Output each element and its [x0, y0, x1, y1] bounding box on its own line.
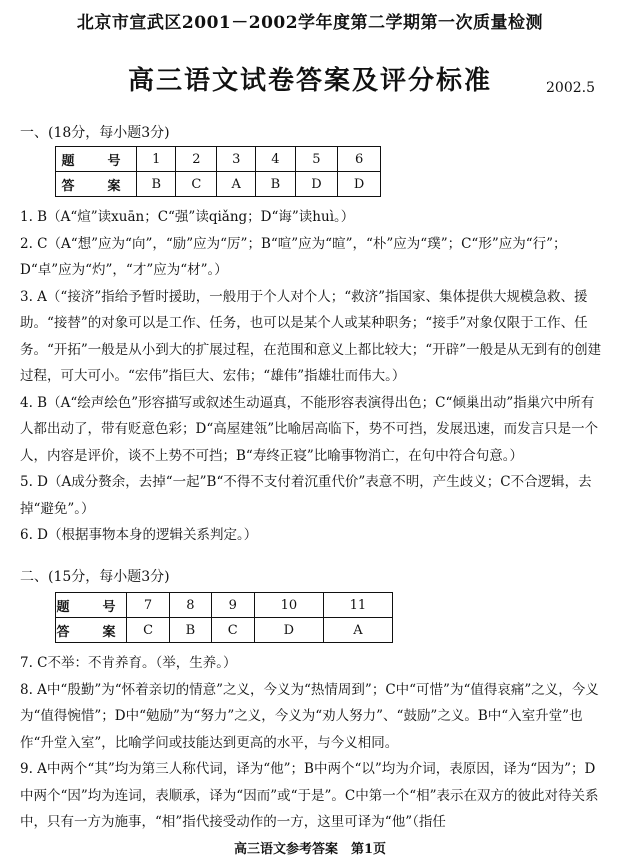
row-label: 题 号 [56, 593, 127, 618]
answer-item: 1. B（A“煊”读xuān；C“强”读qiǎng；D“诲”读huì。） [20, 209, 355, 225]
table-cell: 3 [217, 147, 256, 172]
row-label: 答 案 [56, 172, 137, 197]
table-row [56, 618, 393, 643]
table-cell: 9 [211, 593, 254, 618]
section-1-answers [20, 204, 602, 549]
table-cell: 8 [170, 593, 212, 618]
table-cell: 5 [295, 147, 338, 172]
table-cell: 6 [338, 147, 381, 172]
table-cell: C [211, 618, 254, 643]
table-cell: D [254, 618, 323, 643]
table-cell: 11 [323, 593, 392, 618]
page-footer: 高三语文参考答案 第1页 [233, 842, 387, 857]
answer-item: 2. C（A“想”应为“向”，“励”应为“厉”；B“喧”应为“暄”，“朴”应为“璞”；C“形”应为“行”；D“卓”应为“灼”，“才”应为“材”。） [20, 235, 567, 278]
section-1-heading: 一、(18分，每小题3分) [20, 125, 170, 141]
section-2-answers [20, 650, 602, 836]
table-row [56, 147, 381, 172]
document-header: 北京市宣武区2001－2002学年度第二学期第一次质量检测 [76, 13, 544, 33]
answer-item: 5. D（A成分赘余，去掉“一起”B“不得不支付着沉重代价”表意不明，产生歧义；C不合逻辑，去掉“避免”。） [20, 474, 592, 517]
answer-item: 6. D（根据事物本身的逻辑关系判定。） [20, 527, 258, 543]
answer-table-2 [55, 592, 393, 643]
answer-item: 4. B（A“绘声绘色”形容描写或叙述生动逼真，不能形容表演得出色；C“倾巢出动”指巢穴中所有人都出动了，带有贬意色彩；D“高屋建瓴”比喻居高临下，势不可挡，发展迅速，而发言只是一个人，内容是评价，谈不上势不可挡；B“寿终正寝”比喻事物消亡，在句中符合句意。） [20, 394, 599, 464]
table-cell: A [217, 172, 256, 197]
table-row [56, 172, 381, 197]
answer-table-1 [55, 146, 381, 197]
document-date: 2002.5 [546, 80, 595, 96]
table-cell: D [295, 172, 338, 197]
table-cell: B [170, 618, 212, 643]
section-2-heading: 二、(15分，每小题3分) [20, 569, 170, 585]
answer-item: 7. C不举：不肯养育。（举，生养。） [20, 655, 237, 671]
table-cell: D [338, 172, 381, 197]
table-row [56, 593, 393, 618]
document-title: 高三语文试卷答案及评分标准 [127, 66, 492, 96]
answer-item: 3. A（“接济”指给予暂时援助，一般用于个人对个人；“救济”指国家、集体提供大规模急救、援助。“接替”的对象可以是工作、任务，也可以是某个人或某种职务；“接手”对象仅限于工作、任务。“开拓”一般是从小到大的扩展过程，在范围和意义上都比较大；“开辟”一般是从无到有的创建过程，可大可小。“宏伟”指巨大、宏伟；“雄伟”指雄壮而伟大。） [20, 288, 602, 384]
table-cell: 10 [254, 593, 323, 618]
table-cell: A [323, 618, 392, 643]
answer-item: 9. A中两个“其”均为第三人称代词，译为“他”；B中两个“以”均为介词，表原因，译为“因为”；D中两个“因”均为连词，表顺承，译为“因而”或“于是”。C中第一个“相”表示在双方的彼此对待关系中，只有一方为施事，“相”指代接受动作的一方，这里可译为“他”（指任 [20, 761, 599, 830]
table-cell: 1 [137, 147, 176, 172]
answer-item: 8. A中“殷勤”为“怀着亲切的情意”之义，今义为“热情周到”；C中“可惜”为“值得哀痛”之义，今义为“值得惋惜”；D中“勉励”为“努力”之义，今义为“劝人努力”、“鼓励”之义。B中“入室升堂”也作“升堂入室”，比喻学问或技能达到更高的水平，与今义相同。 [20, 681, 599, 751]
table-cell: 4 [256, 147, 295, 172]
table-cell: B [256, 172, 295, 197]
table-cell: B [137, 172, 176, 197]
table-cell: 7 [127, 593, 170, 618]
table-cell: C [176, 172, 217, 197]
row-label: 题 号 [56, 147, 137, 172]
table-cell: 2 [176, 147, 217, 172]
row-label: 答 案 [56, 618, 127, 643]
table-cell: C [127, 618, 170, 643]
